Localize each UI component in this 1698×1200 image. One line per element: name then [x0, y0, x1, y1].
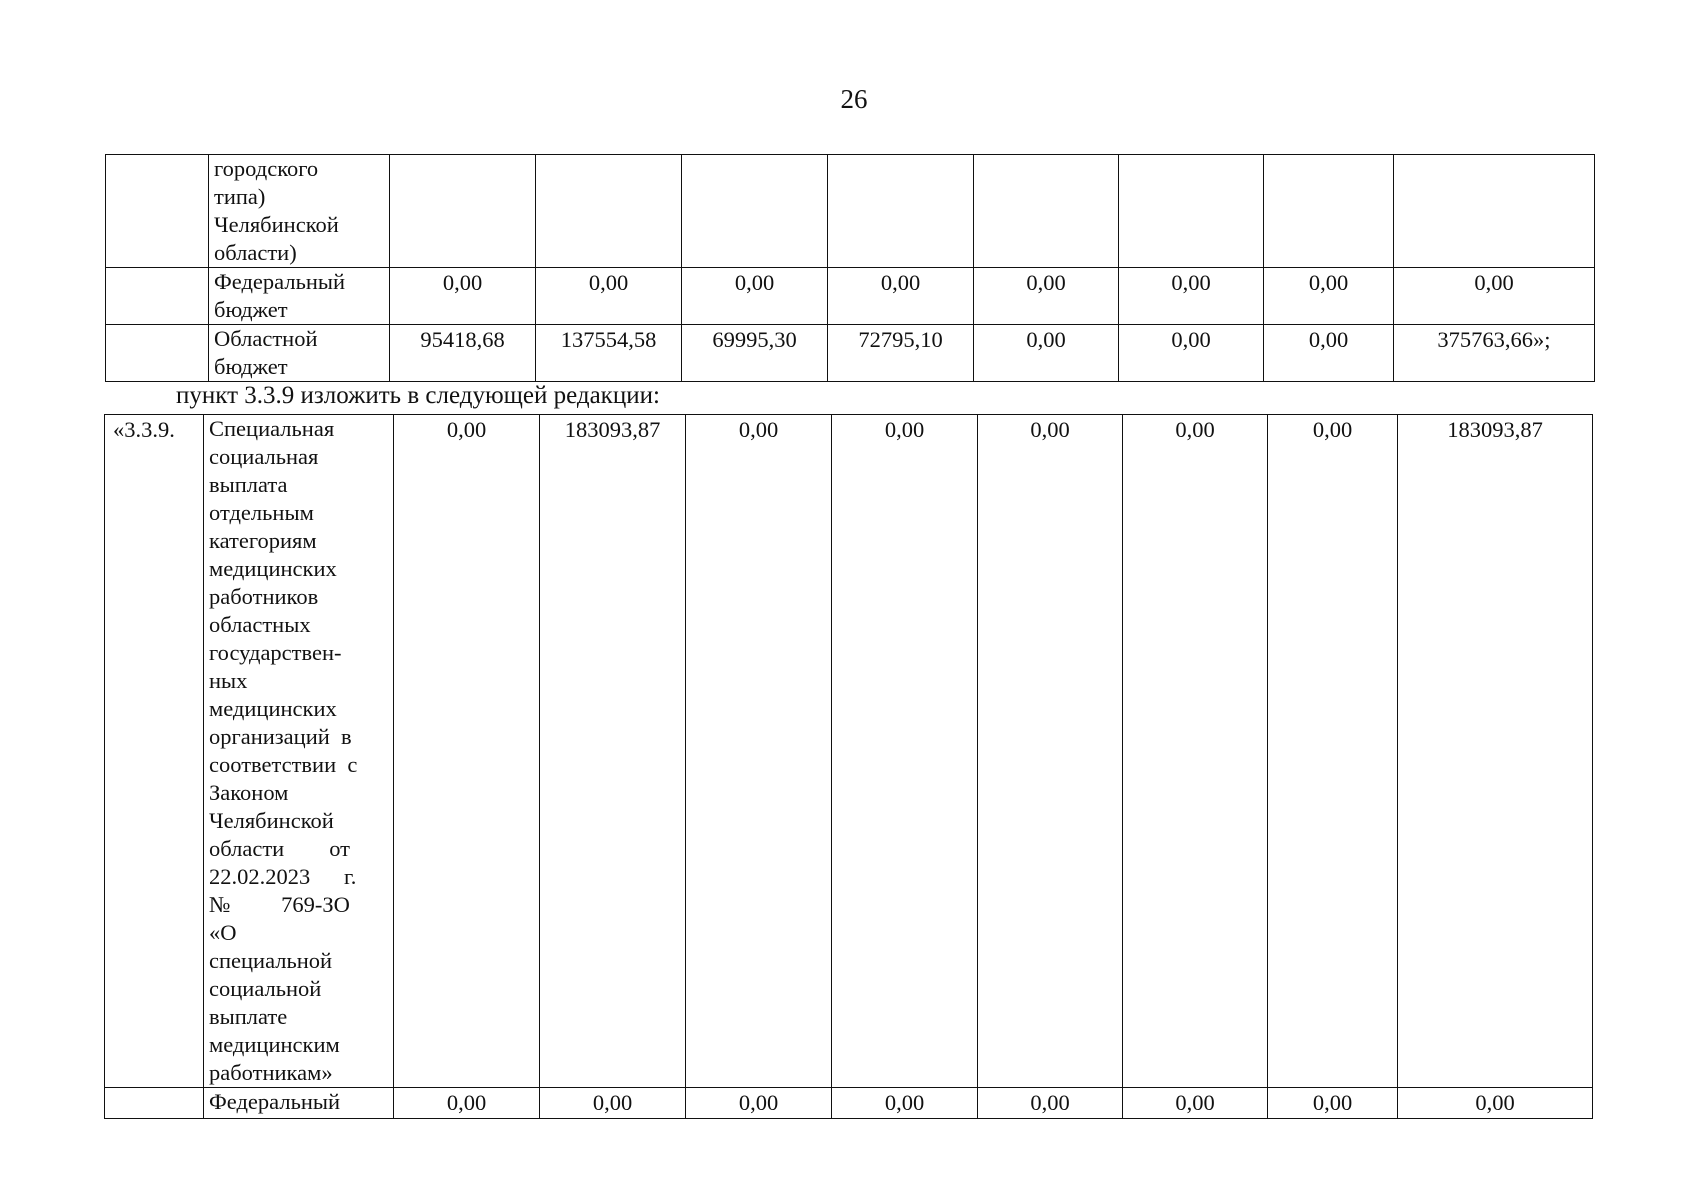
name-line: ных — [209, 668, 248, 693]
row-code-cell — [105, 1088, 204, 1119]
budget-table-continued — [105, 154, 1595, 382]
name-line: 22.02.2023 г. — [209, 864, 357, 889]
name-line: медицинских — [209, 696, 337, 721]
name-line: бюджет — [214, 297, 288, 322]
name-line: «О — [209, 920, 237, 945]
name-line: работникам» — [209, 1060, 333, 1085]
value-cell — [1119, 155, 1264, 268]
name-line: выплата — [209, 472, 288, 497]
value-cell: 0,00 — [1119, 268, 1264, 325]
value-cell: 0,00 — [1264, 268, 1394, 325]
name-line: Челябинской — [209, 808, 334, 833]
table-row — [106, 268, 1595, 325]
name-line: категориям — [209, 528, 317, 553]
table-row — [105, 1088, 1593, 1119]
table-row — [105, 415, 1593, 1088]
row-code-cell — [106, 325, 209, 382]
value-cell: 0,00 — [686, 415, 832, 1088]
value-cell: 0,00 — [1268, 1088, 1398, 1119]
name-line: отдельным — [209, 500, 314, 525]
value-cell — [1394, 155, 1595, 268]
value-cell: 0,00 — [394, 415, 540, 1088]
value-cell: 0,00 — [390, 268, 536, 325]
value-cell — [390, 155, 536, 268]
row-code-cell — [106, 268, 209, 325]
value-cell: 0,00 — [1123, 1088, 1268, 1119]
row-name-cell — [204, 415, 394, 1088]
name-line: Специальная — [209, 416, 335, 441]
name-line: организаций в — [209, 724, 352, 749]
value-cell — [682, 155, 828, 268]
page-number: 26 — [840, 84, 868, 114]
value-cell: 0,00 — [832, 415, 978, 1088]
name-line: выплате — [209, 1004, 288, 1029]
name-line: областных — [209, 612, 311, 637]
name-line: специальной — [209, 948, 333, 973]
amendment-paragraph: пункт 3.3.9 изложить в следующей редакции: — [176, 382, 660, 409]
name-line: области от — [209, 836, 350, 861]
name-line: медицинских — [209, 556, 337, 581]
name-line: Областной — [214, 326, 318, 351]
budget-table-item-3-3-9 — [104, 414, 1593, 1119]
name-line: № 769-ЗО — [209, 892, 350, 917]
value-cell: 0,00 — [540, 1088, 686, 1119]
row-code-cell: «3.3.9. — [105, 415, 204, 1088]
value-cell: 95418,68 — [390, 325, 536, 382]
name-line: Челябинской — [214, 212, 339, 237]
name-line: типа) — [214, 184, 266, 209]
value-cell: 0,00 — [978, 415, 1123, 1088]
value-cell: 0,00 — [974, 268, 1119, 325]
name-line: работников — [209, 584, 319, 609]
value-cell: 0,00 — [1394, 268, 1595, 325]
name-line: области) — [214, 240, 297, 265]
name-line: Федеральный — [209, 1089, 341, 1114]
row-name-cell — [209, 325, 390, 382]
value-cell: 0,00 — [1268, 415, 1398, 1088]
value-cell: 375763,66»; — [1394, 325, 1595, 382]
table-row — [106, 325, 1595, 382]
value-cell — [974, 155, 1119, 268]
value-cell: 0,00 — [1264, 325, 1394, 382]
value-cell: 0,00 — [974, 325, 1119, 382]
value-cell — [828, 155, 974, 268]
table-row — [106, 155, 1595, 268]
name-line: социальная — [209, 444, 319, 469]
name-line: государствен- — [209, 640, 342, 665]
value-cell: 0,00 — [828, 268, 974, 325]
name-line: Законом — [209, 780, 289, 805]
value-cell: 0,00 — [832, 1088, 978, 1119]
value-cell: 0,00 — [686, 1088, 832, 1119]
name-line: бюджет — [214, 354, 288, 379]
value-cell: 183093,87 — [1398, 415, 1593, 1088]
row-name-cell — [204, 1088, 394, 1119]
value-cell — [536, 155, 682, 268]
value-cell: 183093,87 — [540, 415, 686, 1088]
value-cell: 0,00 — [394, 1088, 540, 1119]
value-cell: 137554,58 — [536, 325, 682, 382]
row-code-cell — [106, 155, 209, 268]
value-cell: 69995,30 — [682, 325, 828, 382]
value-cell — [1264, 155, 1394, 268]
name-line: Федеральный — [214, 269, 346, 294]
value-cell: 0,00 — [536, 268, 682, 325]
value-cell: 0,00 — [682, 268, 828, 325]
value-cell: 72795,10 — [828, 325, 974, 382]
name-line: социальной — [209, 976, 322, 1001]
value-cell: 0,00 — [1123, 415, 1268, 1088]
row-name-cell — [209, 268, 390, 325]
name-line: медицинским — [209, 1032, 340, 1057]
value-cell: 0,00 — [1398, 1088, 1593, 1119]
name-line: городского — [214, 156, 319, 181]
row-name-cell — [209, 155, 390, 268]
value-cell: 0,00 — [978, 1088, 1123, 1119]
name-line: соответствии с — [209, 752, 358, 777]
value-cell: 0,00 — [1119, 325, 1264, 382]
